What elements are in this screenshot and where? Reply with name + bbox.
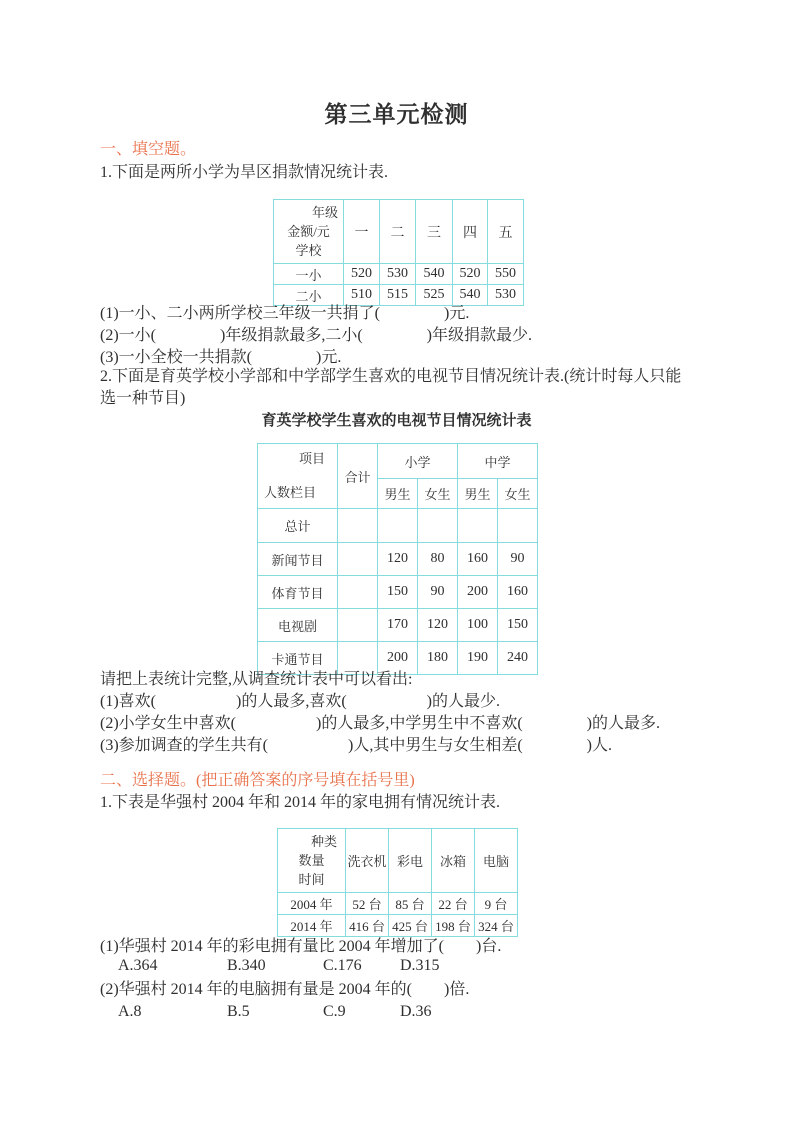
program-label: 卡通节目 — [258, 642, 338, 675]
value-cell: 150 — [378, 576, 418, 609]
q2-sub-1: (1)喜欢( )的人最多,喜欢( )的人最少. — [100, 693, 500, 710]
q3-options-2 — [100, 1001, 660, 1023]
group-header-primary: 小学 — [378, 444, 458, 479]
option-a: A.8 — [118, 1003, 142, 1020]
corner-middle-label: 数量 — [298, 853, 325, 868]
value-cell: 190 — [458, 642, 498, 675]
q3-intro: 1.下表是华强村 2004 年和 2014 年的家电拥有情况统计表. — [100, 794, 501, 811]
tv-header-row-1 — [258, 444, 538, 479]
value-cell: 80 — [418, 543, 458, 576]
q1-intro: 1.下面是两所小学为旱区捐款情况统计表. — [100, 164, 389, 181]
total-header: 合计 — [338, 444, 378, 509]
value-cell: 52 台 — [346, 893, 389, 915]
corner-bottom-label: 时间 — [298, 872, 325, 887]
option-d: D.36 — [400, 1003, 432, 1020]
q1-sub-2: (2)一小( )年级捐款最多,二小( )年级捐款最少. — [100, 327, 532, 344]
value-cell: 85 台 — [389, 893, 432, 915]
option-b: B.340 — [227, 957, 266, 974]
gender-header: 男生 — [378, 479, 418, 509]
tv-corner-cell — [258, 444, 338, 509]
school-label: 一小 — [274, 264, 344, 285]
corner-top-label: 种类 — [310, 834, 337, 849]
value-cell: 510 — [344, 285, 380, 306]
value-cell: 425 台 — [389, 915, 432, 937]
corner-middle-label: 金额/元 — [287, 224, 330, 239]
q2-sub-3: (3)参加调查的学生共有( )人,其中男生与女生相差( )人. — [100, 737, 612, 754]
gender-header: 女生 — [418, 479, 458, 509]
appliance-row — [278, 915, 518, 937]
tv-table-title: 育英学校学生喜欢的电视节目情况统计表 — [261, 413, 532, 429]
value-cell: 200 — [458, 576, 498, 609]
value-cell: 9 台 — [475, 893, 518, 915]
corner-bottom-label: 人数栏目 — [264, 485, 317, 500]
value-cell: 160 — [458, 543, 498, 576]
appliance-header: 冰箱 — [432, 829, 475, 893]
tv-row — [258, 543, 538, 576]
value-cell: 120 — [418, 609, 458, 642]
total-cell — [338, 543, 378, 576]
year-label: 2014 年 — [278, 915, 346, 937]
appliance-row — [278, 893, 518, 915]
year-label: 2004 年 — [278, 893, 346, 915]
tv-row — [258, 576, 538, 609]
total-cell — [338, 576, 378, 609]
value-cell: 160 — [498, 576, 538, 609]
grade-header: 一 — [344, 200, 380, 264]
program-label: 电视剧 — [258, 609, 338, 642]
appliance-header-row — [278, 829, 518, 893]
value-cell: 324 台 — [475, 915, 518, 937]
total-cell — [338, 509, 378, 543]
value-cell: 540 — [416, 264, 453, 285]
value-cell: 525 — [416, 285, 453, 306]
option-a: A.364 — [118, 957, 158, 974]
value-cell: 170 — [378, 609, 418, 642]
value-cell: 100 — [458, 609, 498, 642]
grade-header: 三 — [416, 200, 453, 264]
total-cell — [338, 609, 378, 642]
option-d: D.315 — [400, 957, 440, 974]
q3-options-1 — [100, 955, 660, 977]
value-cell — [458, 509, 498, 543]
value-cell: 520 — [453, 264, 488, 285]
donation-row — [274, 264, 524, 285]
gender-header: 女生 — [498, 479, 538, 509]
group-header-middle: 中学 — [458, 444, 538, 479]
q1-sub-3: (3)一小全校一共捐款( )元. — [100, 349, 342, 366]
grade-header: 四 — [453, 200, 488, 264]
tv-row — [258, 609, 538, 642]
section-heading-choice: 二、选择题。(把正确答案的序号填在括号里) — [100, 772, 415, 789]
q2-sub-2: (2)小学女生中喜欢( )的人最多,中学男生中不喜欢( )的人最多. — [100, 715, 660, 732]
value-cell: 120 — [378, 543, 418, 576]
value-cell: 90 — [498, 543, 538, 576]
value-cell — [378, 509, 418, 543]
tv-program-table — [257, 443, 538, 675]
program-label: 体育节目 — [258, 576, 338, 609]
value-cell: 150 — [498, 609, 538, 642]
value-cell: 520 — [344, 264, 380, 285]
school-label: 二小 — [274, 285, 344, 306]
q1-sub-1: (1)一小、二小两所学校三年级一共捐了( )元. — [100, 305, 470, 322]
appliance-table — [277, 828, 518, 937]
section-heading-fill: 一、填空题。 — [100, 141, 197, 158]
appliance-header: 彩电 — [389, 829, 432, 893]
program-label: 总计 — [258, 509, 338, 543]
q3-sub-2: (2)华强村 2014 年的电脑拥有量是 2004 年的( )倍. — [100, 981, 470, 998]
value-cell: 200 — [378, 642, 418, 675]
corner-top-label: 年级 — [311, 205, 338, 220]
value-cell: 240 — [498, 642, 538, 675]
grade-header: 五 — [488, 200, 524, 264]
value-cell: 22 台 — [432, 893, 475, 915]
value-cell: 198 台 — [432, 915, 475, 937]
grade-header: 二 — [380, 200, 416, 264]
appliance-header: 洗衣机 — [346, 829, 389, 893]
q2-note: 请把上表统计完整,从调查统计表中可以看出: — [100, 671, 413, 688]
option-b: B.5 — [227, 1003, 250, 1020]
page-title: 第三单元检测 — [324, 102, 469, 127]
donation-header-row — [274, 200, 524, 264]
value-cell: 540 — [453, 285, 488, 306]
appliance-header: 电脑 — [475, 829, 518, 893]
q2-intro: 2.下面是育英学校小学部和中学部学生喜欢的电视节目情况统计表.(统计时每人只能选一种节目) — [100, 368, 682, 407]
option-c: C.176 — [323, 957, 362, 974]
donation-table — [273, 199, 524, 306]
value-cell: 550 — [488, 264, 524, 285]
value-cell — [498, 509, 538, 543]
value-cell: 530 — [380, 264, 416, 285]
value-cell: 180 — [418, 642, 458, 675]
value-cell: 515 — [380, 285, 416, 306]
option-c: C.9 — [323, 1003, 346, 1020]
value-cell: 90 — [418, 576, 458, 609]
value-cell — [418, 509, 458, 543]
program-label: 新闻节目 — [258, 543, 338, 576]
corner-top-label: 项目 — [298, 451, 325, 466]
q3-sub-1: (1)华强村 2014 年的彩电拥有量比 2004 年增加了( )台. — [100, 938, 502, 955]
value-cell: 416 台 — [346, 915, 389, 937]
tv-row — [258, 509, 538, 543]
gender-header: 男生 — [458, 479, 498, 509]
donation-corner-cell — [274, 200, 344, 264]
value-cell: 530 — [488, 285, 524, 306]
appliance-corner-cell — [278, 829, 346, 893]
corner-bottom-label: 学校 — [295, 243, 322, 258]
